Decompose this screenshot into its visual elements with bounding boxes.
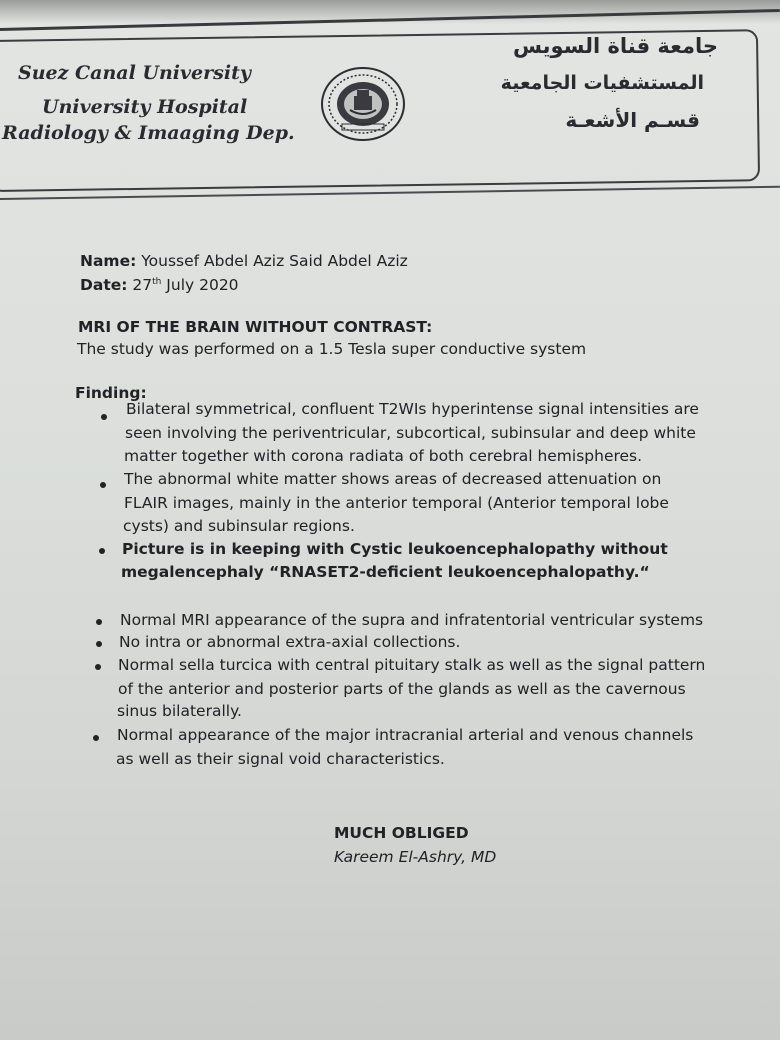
normal-4-line-2: as well as their signal void characteristics. xyxy=(116,750,445,768)
bullet-icon xyxy=(101,414,107,420)
date-rest: July 2020 xyxy=(166,276,239,294)
finding-3-line-2: megalencephaly “RNASET2-deficient leukoencephalopathy.“ xyxy=(121,563,650,581)
normal-3-line-3: sinus bilaterally. xyxy=(117,702,242,720)
name-label: Name: xyxy=(80,252,137,270)
findings-heading: Finding: xyxy=(75,384,147,402)
closing-text: MUCH OBLIGED xyxy=(334,824,469,842)
normal-2-line-1: No intra or abnormal extra-axial collections. xyxy=(119,633,461,651)
finding-2-line-1: The abnormal white matter shows areas of decreased attenuation on xyxy=(124,470,662,488)
finding-1-line-2: seen involving the periventricular, subcortical, subinsular and deep white xyxy=(125,424,696,442)
finding-2-line-2: FLAIR images, mainly in the anterior temporal (Anterior temporal lobe xyxy=(124,494,669,512)
finding-1-line-3: matter together with corona radiata of both cerebral hemispheres. xyxy=(124,447,643,465)
university-name-ar: جامعة قناة السويس xyxy=(512,34,718,58)
normal-3-line-1: Normal sella turcica with central pituitary stalk as well as the signal pattern xyxy=(118,656,706,674)
bullet-icon xyxy=(93,735,99,741)
finding-2-line-3: cysts) and subinsular regions. xyxy=(123,517,355,535)
department-name-en: Radiology & Imaaging Dep. xyxy=(2,122,295,144)
study-description: The study was performed on a 1.5 Tesla super conductive system xyxy=(77,340,587,358)
bullet-icon xyxy=(95,664,101,670)
doctor-name: Kareem El-Ashry, MD xyxy=(334,848,497,866)
bullet-icon xyxy=(100,482,106,488)
normal-4-line-1: Normal appearance of the major intracranial arterial and venous channels xyxy=(117,726,694,744)
finding-1-line-1: Bilateral symmetrical, confluent T2WIs hyperintense signal intensities are xyxy=(126,400,699,418)
hospital-name-en: University Hospital xyxy=(42,96,248,118)
finding-3-line-1: Picture is in keeping with Cystic leukoencephalopathy without xyxy=(122,540,668,558)
patient-name: Youssef Abdel Aziz Said Abdel Aziz xyxy=(141,252,408,270)
normal-3-line-2: of the anterior and posterior parts of the glands as well as the cavernous xyxy=(118,680,686,698)
bullet-icon xyxy=(99,548,105,554)
university-name-en: Suez Canal University xyxy=(18,62,251,84)
bullet-icon xyxy=(96,641,102,647)
date-suffix: th xyxy=(152,276,162,287)
normal-1-line-1: Normal MRI appearance of the supra and infratentorial ventricular systems xyxy=(120,611,704,629)
patient-name-row xyxy=(80,252,408,270)
hospital-name-ar: المستشفيات الجامعية xyxy=(500,72,704,94)
date-label: Date: xyxy=(80,276,128,294)
report-date-row xyxy=(80,276,239,294)
study-title: MRI OF THE BRAIN WITHOUT CONTRAST: xyxy=(78,318,433,336)
date-day: 27 xyxy=(132,276,153,294)
bullet-icon xyxy=(96,619,102,625)
department-name-ar: قسـم الأشعـة xyxy=(565,108,700,132)
